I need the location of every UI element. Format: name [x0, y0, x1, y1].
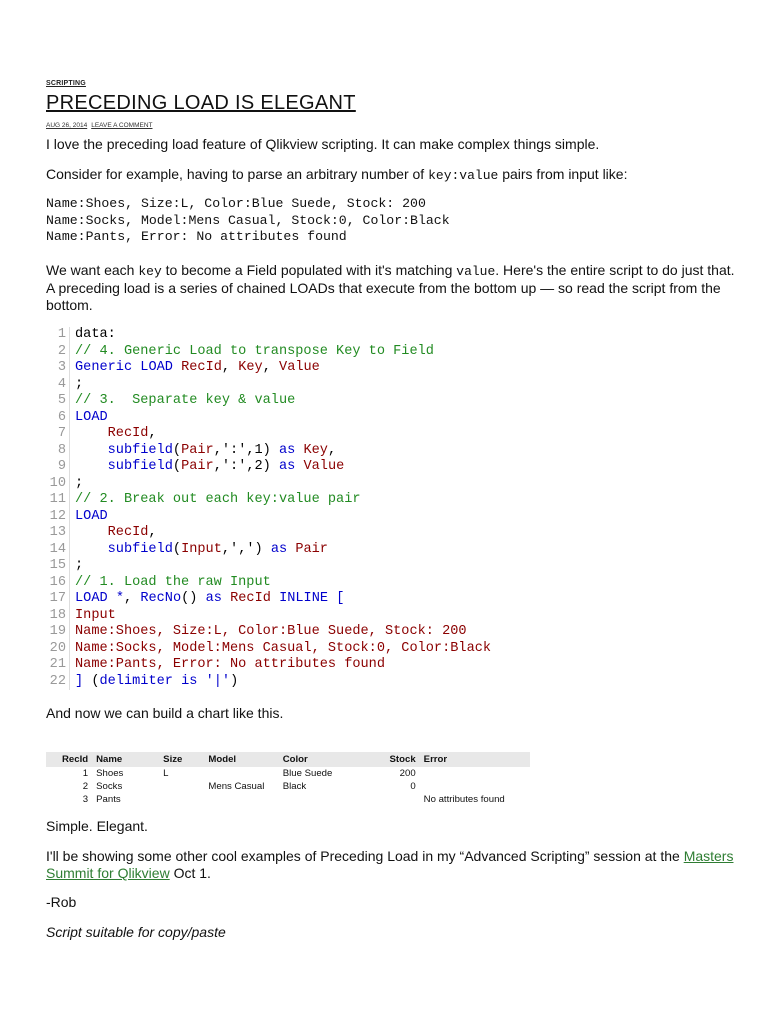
line-number: 12: [46, 509, 70, 526]
code-text: // 3. Separate key & value: [75, 393, 296, 408]
line-number: 18: [46, 608, 70, 625]
code-text: RecId,: [107, 525, 157, 540]
code-text: Name:Shoes, Size:L, Color:Blue Suede, Stock: 200: [75, 624, 467, 639]
table-header-cell: Error: [420, 752, 530, 767]
table-body: [46, 767, 530, 806]
code-line: [46, 608, 646, 625]
table-cell: [363, 793, 420, 806]
post-title[interactable]: PRECEDING LOAD IS ELEGANT: [46, 92, 356, 114]
input-line: Name:Shoes, Size:L, Color:Blue Suede, Stock: 200: [46, 196, 426, 211]
table-header-cell: Name: [92, 752, 159, 767]
copy-paste-note: Script suitable for copy/paste: [46, 924, 226, 940]
category-link[interactable]: SCRIPTING: [46, 80, 86, 87]
leave-comment-link[interactable]: LEAVE A COMMENT: [91, 122, 153, 129]
code-line: [46, 393, 646, 410]
input-line: Name:Socks, Model:Mens Casual, Stock:0, Color:Black: [46, 212, 450, 228]
line-number: 20: [46, 641, 70, 658]
post-meta: [46, 122, 157, 129]
summit-text-2: Oct 1.: [169, 865, 211, 881]
chart-intro: And now we can build a chart like this.: [46, 705, 284, 721]
line-number: 10: [46, 476, 70, 493]
code-text: // 2. Break out each key:value pair: [75, 492, 361, 507]
code-text: Name:Pants, Error: No attributes found: [75, 657, 385, 672]
intro-paragraph: I love the preceding load feature of Qlikview scripting. It can make complex things simple.: [46, 136, 600, 152]
table-cell: [420, 767, 530, 780]
table-cell: L: [163, 768, 169, 779]
code-text: ;: [75, 376, 84, 392]
input-line: Name:Pants, Error: No attributes found: [46, 229, 347, 244]
code-line: [46, 657, 646, 674]
result-table: [46, 752, 530, 806]
table-cell: No attributes found: [423, 794, 505, 805]
code-line: [46, 476, 646, 493]
table-row: [46, 780, 530, 793]
line-number: 13: [46, 525, 70, 542]
want-text-2: to become a Field populated with it's matching: [161, 262, 457, 278]
code-block: [46, 327, 646, 690]
want-value-code: value: [456, 264, 496, 279]
line-number: 17: [46, 591, 70, 608]
code-line: [46, 410, 646, 427]
table-cell: [204, 793, 278, 806]
code-line: [46, 525, 646, 542]
line-number: 7: [46, 426, 70, 443]
table-header-cell: Model: [204, 752, 278, 767]
code-text: subfield(Input,',') as Pair: [107, 541, 328, 557]
table-cell: 1: [82, 768, 89, 779]
line-number: 15: [46, 558, 70, 575]
table-row: [46, 793, 530, 806]
post-date[interactable]: AUG 26, 2014: [46, 122, 88, 129]
code-text: ;: [75, 558, 84, 573]
table-row: [46, 767, 530, 780]
table-cell: Blue Suede: [282, 768, 333, 779]
table-cell: 200: [399, 768, 416, 779]
table-cell: [420, 780, 530, 793]
code-text: // 4. Generic Load to transpose Key to Field: [75, 343, 434, 359]
summit-paragraph: [46, 848, 736, 882]
code-line: [46, 674, 646, 691]
code-line: [46, 558, 646, 575]
code-line: [46, 542, 646, 559]
line-number: 11: [46, 492, 70, 509]
consider-paragraph: [46, 166, 736, 184]
simple-elegant: Simple. Elegant.: [46, 818, 148, 834]
code-line: [46, 591, 646, 608]
code-line: [46, 344, 646, 361]
consider-code: key:value: [428, 168, 499, 183]
table-cell: Pants: [96, 794, 121, 805]
code-line: [46, 575, 646, 592]
line-number: 1: [46, 327, 70, 344]
code-text: ] (delimiter is '|'): [75, 673, 239, 689]
table-header-cell: Size: [159, 752, 204, 767]
code-line: [46, 459, 646, 476]
table-cell: 3: [82, 794, 89, 805]
code-text: Generic LOAD RecId, Key, Value: [75, 360, 320, 375]
code-line: [46, 327, 646, 344]
table-header-row: [46, 752, 530, 767]
code-line: [46, 492, 646, 509]
table-cell: [159, 793, 204, 806]
masters-summit-link[interactable]: Masters Summit for Qlikview: [46, 848, 734, 881]
summit-text-1: I'll be showing some other cool examples of Preceding Load in my “Advanced Scripting” session at the: [46, 848, 684, 864]
line-number: 19: [46, 624, 70, 641]
code-text: data:: [75, 327, 116, 342]
consider-text-1: Consider for example, having to parse an arbitrary number of: [46, 166, 429, 182]
code-text: Name:Socks, Model:Mens Casual, Stock:0, Color:Black: [75, 640, 492, 656]
want-text-1: We want each: [46, 262, 139, 278]
table-cell: Mens Casual: [208, 781, 265, 792]
table-header-cell: RecId: [46, 752, 92, 767]
line-number: 16: [46, 575, 70, 592]
table-cell: Black: [282, 781, 307, 792]
input-example: [46, 196, 450, 246]
code-text: LOAD: [75, 508, 108, 524]
code-text: // 1. Load the raw Input: [75, 574, 271, 590]
line-number: 6: [46, 410, 70, 427]
line-number: 9: [46, 459, 70, 476]
table-header-cell: Color: [279, 752, 363, 767]
code-text: RecId,: [107, 426, 157, 441]
signoff: -Rob: [46, 894, 77, 910]
code-text: ;: [75, 475, 84, 491]
code-text: LOAD *, RecNo() as RecId INLINE [: [75, 591, 345, 606]
code-text: subfield(Pair,':',1) as Key,: [107, 442, 337, 458]
explanation-paragraph: [46, 262, 736, 314]
table-cell: 2: [82, 781, 89, 792]
code-line: [46, 377, 646, 394]
line-number: 22: [46, 674, 70, 691]
code-line: [46, 624, 646, 641]
code-text: LOAD: [75, 409, 108, 425]
want-key-code: key: [138, 264, 162, 279]
table-cell: Socks: [96, 781, 123, 792]
line-number: 2: [46, 344, 70, 361]
line-number: 4: [46, 377, 70, 394]
table-cell: [279, 793, 363, 806]
table-cell: [159, 780, 204, 793]
line-number: 8: [46, 443, 70, 460]
line-number: 3: [46, 360, 70, 377]
code-line: [46, 509, 646, 526]
code-line: [46, 426, 646, 443]
want-text-3: . Here's the entire script to do just that. A preceding load is a series of chained LOADs that execute from the bottom up — so read the script from the bottom.: [46, 262, 735, 313]
line-number: 5: [46, 393, 70, 410]
code-text: Input: [75, 607, 116, 623]
code-text: subfield(Pair,':',2) as Value: [107, 459, 345, 474]
line-number: 14: [46, 542, 70, 559]
consider-text-2: pairs from input like:: [498, 166, 628, 182]
line-number: 21: [46, 657, 70, 674]
code-line: [46, 360, 646, 377]
code-line: [46, 641, 646, 658]
code-line: [46, 443, 646, 460]
table-cell: Shoes: [96, 768, 124, 779]
table-header-cell: Stock: [363, 752, 420, 767]
table-cell: [204, 767, 278, 780]
table-cell: 0: [410, 781, 416, 792]
